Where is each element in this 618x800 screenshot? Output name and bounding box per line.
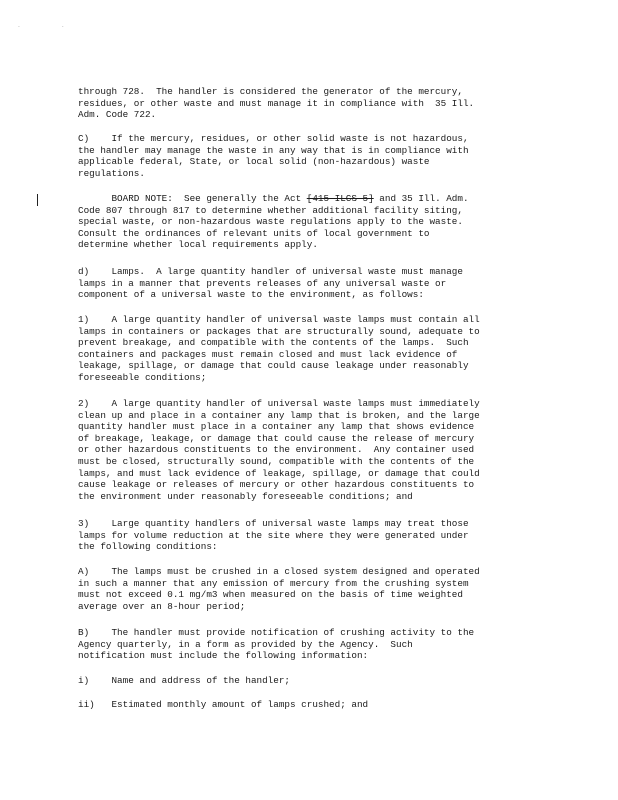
text-line: through 728. The handler is considered the generator of the mercury,	[78, 86, 463, 97]
text-line: or other hazardous constituents to the environment. Any container used	[78, 444, 475, 456]
text-line: special waste, or non-hazardous waste regulations apply to the waste.	[78, 216, 463, 228]
paragraph-a	[78, 566, 538, 612]
paragraph-1	[78, 314, 538, 384]
text-line: A) The lamps must be crushed in a closed system designed and operated	[78, 566, 480, 577]
paragraph-3	[78, 518, 538, 553]
text-line: C) If the mercury, residues, or other solid waste is not hazardous,	[78, 133, 469, 144]
text-line: 2) A large quantity handler of universal waste lamps must immediately	[78, 398, 480, 409]
paragraph-b	[78, 627, 538, 662]
text-line: ii) Estimated monthly amount of lamps crushed; and	[78, 699, 369, 710]
scan-marks: . .	[18, 22, 84, 29]
text-line: of breakage, leakage, or damage that could cause the release of mercury	[78, 432, 475, 444]
text-line: quantity handler must place in a container any lamp that shows evidence	[78, 421, 475, 433]
text-line: Agency quarterly, in a form as provided by the Agency. Such	[78, 638, 413, 650]
text-line: d) Lamps. A large quantity handler of universal waste must manage	[78, 266, 463, 277]
text-line: component of a universal waste to the environment, as follows:	[78, 289, 424, 301]
text-line: i) Name and address of the handler;	[78, 675, 291, 686]
text-line: cause leakage or releases of mercury or other hazardous constituents to	[78, 479, 475, 491]
text-line: containers and packages must remain closed and must lack evidence of	[78, 348, 458, 360]
paragraph-2	[78, 398, 538, 502]
text-line: and 35 Ill. Adm.	[373, 193, 469, 204]
text-line: 1) A large quantity handler of universal waste lamps must contain all	[78, 314, 480, 325]
paragraph-ii	[78, 699, 538, 711]
text-line: BOARD NOTE: See generally the Act	[78, 193, 307, 204]
text-line: clean up and place in a container any lamp that is broken, and the large	[78, 409, 480, 421]
text-line: 3) Large quantity handlers of universal waste lamps may treat those	[78, 518, 469, 529]
text-line: B) The handler must provide notification of crushing activity to the	[78, 627, 475, 638]
text-line: Consult the ordinances of relevant units of local government to	[78, 227, 430, 239]
paragraph-d-lamps	[78, 266, 538, 301]
struck-citation: [415 ILCS 5]	[306, 193, 374, 204]
text-line: lamps for volume reduction at the site where they were generated under	[78, 529, 469, 541]
text-line: prevent breakage, and compatible with the contents of the lamps. Such	[78, 337, 469, 349]
text-line: lamps, and must lack evidence of leakage, spillage, or damage that could	[78, 467, 480, 479]
margin-change-bar	[37, 194, 38, 206]
text-line: residues, or other waste and must manage it in compliance with 35 Ill.	[78, 97, 475, 109]
text-line: the environment under reasonably foreseeable conditions; and	[78, 490, 413, 502]
text-line: must be closed, structurally sound, compatible with the contents of the	[78, 455, 475, 467]
text-line: average over an 8-hour period;	[78, 600, 246, 612]
text-line: foreseeable conditions;	[78, 371, 207, 383]
text-line: leakage, spillage, or damage that could cause leakage under reasonably	[78, 360, 469, 372]
text-line: Adm. Code 722.	[78, 109, 157, 121]
board-note	[78, 193, 538, 251]
text-line: the following conditions:	[78, 541, 218, 553]
text-line: regulations.	[78, 167, 145, 179]
text-line: in such a manner that any emission of mercury from the crushing system	[78, 577, 469, 589]
text-line: must not exceed 0.1 mg/m3 when measured on the basis of time weighted	[78, 589, 463, 601]
text-line: Code 807 through 817 to determine whether additional facility siting,	[78, 204, 463, 216]
paragraph-continuation	[78, 86, 538, 121]
text-line: lamps in a manner that prevents releases of any universal waste or	[78, 277, 447, 289]
paragraph-i	[78, 675, 538, 687]
text-line: applicable federal, State, or local solid (non-hazardous) waste	[78, 156, 430, 168]
text-line: lamps in containers or packages that are structurally sound, adequate to	[78, 325, 480, 337]
text-line: the handler may manage the waste in any way that is in compliance with	[78, 144, 469, 156]
text-line: notification must include the following information:	[78, 650, 369, 662]
text-line: determine whether local requirements apply.	[78, 239, 318, 251]
paragraph-c	[78, 133, 538, 179]
